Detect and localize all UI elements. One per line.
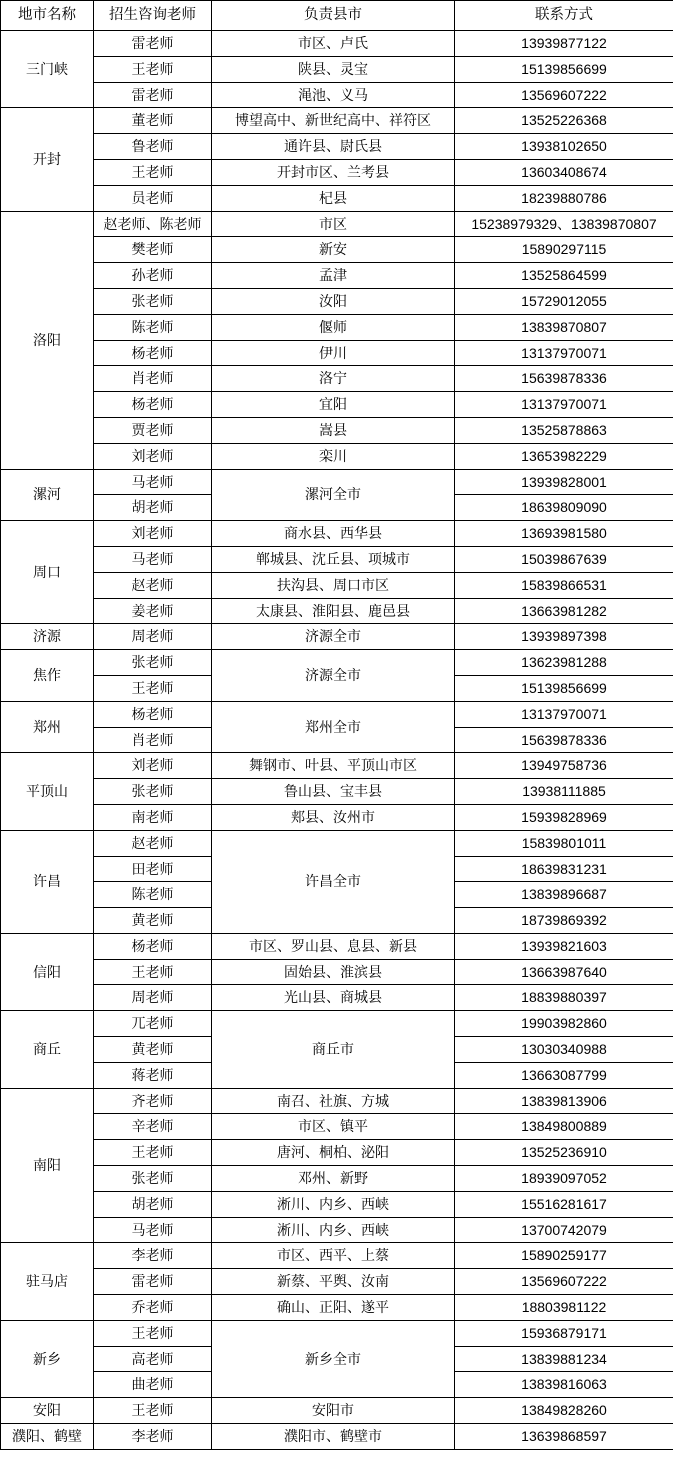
teacher-cell: 樊老师	[94, 237, 212, 263]
table-row	[1, 546, 673, 572]
teacher-cell: 王老师	[94, 56, 212, 82]
teacher-cell: 高老师	[94, 1346, 212, 1372]
city-cell: 周口	[1, 521, 94, 624]
area-cell: 商水县、西华县	[212, 521, 455, 547]
table-row	[1, 804, 673, 830]
table-row	[1, 134, 673, 160]
table-row	[1, 288, 673, 314]
area-cell: 陕县、灵宝	[212, 56, 455, 82]
table-header-row	[1, 1, 673, 31]
phone-cell: 13839896687	[455, 882, 673, 908]
table-row	[1, 469, 673, 495]
area-cell: 济源全市	[212, 650, 455, 702]
teacher-cell: 陈老师	[94, 314, 212, 340]
teacher-cell: 胡老师	[94, 1191, 212, 1217]
city-cell: 信阳	[1, 933, 94, 1010]
phone-cell: 15238979329、13839870807	[455, 211, 673, 237]
table-row	[1, 1191, 673, 1217]
area-cell: 郏县、汝州市	[212, 804, 455, 830]
phone-cell: 13949758736	[455, 753, 673, 779]
teacher-cell: 黄老师	[94, 908, 212, 934]
phone-cell: 18639809090	[455, 495, 673, 521]
area-cell: 市区、卢氏	[212, 31, 455, 57]
teacher-cell: 董老师	[94, 108, 212, 134]
area-cell: 光山县、商城县	[212, 985, 455, 1011]
area-cell: 确山、正阳、遂平	[212, 1295, 455, 1321]
area-cell: 舞钢市、叶县、平顶山市区	[212, 753, 455, 779]
area-cell: 扶沟县、周口市区	[212, 572, 455, 598]
table-row	[1, 108, 673, 134]
table-row	[1, 933, 673, 959]
phone-cell: 15839801011	[455, 830, 673, 856]
phone-cell: 15516281617	[455, 1191, 673, 1217]
area-cell: 淅川、内乡、西峡	[212, 1217, 455, 1243]
area-cell: 市区	[212, 211, 455, 237]
area-cell: 新蔡、平舆、汝南	[212, 1269, 455, 1295]
teacher-cell: 马老师	[94, 469, 212, 495]
area-cell: 新安	[212, 237, 455, 263]
table-row	[1, 237, 673, 263]
teacher-cell: 杨老师	[94, 933, 212, 959]
area-cell: 通许县、尉氏县	[212, 134, 455, 160]
table-row	[1, 1320, 673, 1346]
teacher-cell: 齐老师	[94, 1088, 212, 1114]
phone-cell: 13849828260	[455, 1398, 673, 1424]
teacher-cell: 杨老师	[94, 340, 212, 366]
teacher-cell: 陈老师	[94, 882, 212, 908]
city-cell: 平顶山	[1, 753, 94, 830]
table-row	[1, 417, 673, 443]
phone-cell: 18639831231	[455, 856, 673, 882]
area-cell: 新乡全市	[212, 1320, 455, 1397]
phone-cell: 15839866531	[455, 572, 673, 598]
phone-cell: 18239880786	[455, 185, 673, 211]
phone-cell: 13839881234	[455, 1346, 673, 1372]
phone-cell: 15939828969	[455, 804, 673, 830]
teacher-cell: 张老师	[94, 1166, 212, 1192]
column-header: 联系方式	[455, 1, 673, 31]
city-cell: 焦作	[1, 650, 94, 702]
table-row	[1, 779, 673, 805]
table-row	[1, 701, 673, 727]
area-cell: 淅川、内乡、西峡	[212, 1191, 455, 1217]
teacher-cell: 贾老师	[94, 417, 212, 443]
table-row	[1, 985, 673, 1011]
table-row	[1, 1398, 673, 1424]
table-row	[1, 959, 673, 985]
city-cell: 许昌	[1, 830, 94, 933]
teacher-cell: 孙老师	[94, 263, 212, 289]
area-cell: 安阳市	[212, 1398, 455, 1424]
table-row	[1, 159, 673, 185]
teacher-cell: 雷老师	[94, 1269, 212, 1295]
teacher-cell: 雷老师	[94, 82, 212, 108]
teacher-cell: 张老师	[94, 779, 212, 805]
city-cell: 三门峡	[1, 31, 94, 108]
teacher-cell: 赵老师、陈老师	[94, 211, 212, 237]
phone-cell: 13663981282	[455, 598, 673, 624]
teacher-cell: 黄老师	[94, 1037, 212, 1063]
table-row	[1, 1140, 673, 1166]
area-cell: 漯河全市	[212, 469, 455, 521]
table-row	[1, 1295, 673, 1321]
phone-cell: 13700742079	[455, 1217, 673, 1243]
area-cell: 嵩县	[212, 417, 455, 443]
table-row	[1, 572, 673, 598]
city-cell: 新乡	[1, 1320, 94, 1397]
area-cell: 邓州、新野	[212, 1166, 455, 1192]
area-cell: 市区、镇平	[212, 1114, 455, 1140]
table-row	[1, 598, 673, 624]
phone-cell: 15890259177	[455, 1243, 673, 1269]
phone-cell: 18839880397	[455, 985, 673, 1011]
teacher-cell: 兀老师	[94, 1011, 212, 1037]
area-cell: 郸城县、沈丘县、项城市	[212, 546, 455, 572]
teacher-cell: 杨老师	[94, 392, 212, 418]
phone-cell: 13839813906	[455, 1088, 673, 1114]
teacher-cell: 赵老师	[94, 572, 212, 598]
phone-cell: 13839816063	[455, 1372, 673, 1398]
area-cell: 杞县	[212, 185, 455, 211]
area-cell: 濮阳市、鹤壁市	[212, 1424, 455, 1450]
table-row	[1, 1166, 673, 1192]
table-row	[1, 1424, 673, 1450]
city-cell: 安阳	[1, 1398, 94, 1424]
teacher-cell: 王老师	[94, 959, 212, 985]
table-row	[1, 1217, 673, 1243]
teacher-cell: 雷老师	[94, 31, 212, 57]
phone-cell: 13569607222	[455, 1269, 673, 1295]
phone-cell: 13525864599	[455, 263, 673, 289]
teacher-cell: 马老师	[94, 546, 212, 572]
teacher-cell: 胡老师	[94, 495, 212, 521]
area-cell: 固始县、淮滨县	[212, 959, 455, 985]
teacher-cell: 周老师	[94, 985, 212, 1011]
phone-cell: 13653982229	[455, 443, 673, 469]
area-cell: 许昌全市	[212, 830, 455, 933]
table-row	[1, 624, 673, 650]
city-cell: 漯河	[1, 469, 94, 521]
teacher-cell: 李老师	[94, 1424, 212, 1450]
table-row	[1, 1011, 673, 1037]
phone-cell: 15039867639	[455, 546, 673, 572]
table-row	[1, 1114, 673, 1140]
area-cell: 偃师	[212, 314, 455, 340]
phone-cell: 13030340988	[455, 1037, 673, 1063]
area-cell: 渑池、义马	[212, 82, 455, 108]
teacher-cell: 赵老师	[94, 830, 212, 856]
area-cell: 唐河、桐柏、泌阳	[212, 1140, 455, 1166]
teacher-cell: 王老师	[94, 1398, 212, 1424]
teacher-cell: 刘老师	[94, 443, 212, 469]
teacher-cell: 李老师	[94, 1243, 212, 1269]
phone-cell: 18803981122	[455, 1295, 673, 1321]
phone-cell: 13693981580	[455, 521, 673, 547]
teacher-cell: 乔老师	[94, 1295, 212, 1321]
table-row	[1, 340, 673, 366]
table-row	[1, 521, 673, 547]
area-cell: 博望高中、新世纪高中、祥符区	[212, 108, 455, 134]
table-row	[1, 82, 673, 108]
table-row	[1, 366, 673, 392]
column-header: 招生咨询老师	[94, 1, 212, 31]
city-cell: 开封	[1, 108, 94, 211]
phone-cell: 13839870807	[455, 314, 673, 340]
phone-cell: 13938102650	[455, 134, 673, 160]
phone-cell: 15936879171	[455, 1320, 673, 1346]
table-row	[1, 650, 673, 676]
table-row	[1, 56, 673, 82]
teacher-cell: 姜老师	[94, 598, 212, 624]
phone-cell: 18739869392	[455, 908, 673, 934]
teacher-cell: 王老师	[94, 159, 212, 185]
teacher-cell: 田老师	[94, 856, 212, 882]
teacher-cell: 肖老师	[94, 366, 212, 392]
city-cell: 濮阳、鹤壁	[1, 1424, 94, 1450]
area-cell: 宜阳	[212, 392, 455, 418]
table-row	[1, 314, 673, 340]
area-cell: 洛宁	[212, 366, 455, 392]
teacher-cell: 王老师	[94, 1320, 212, 1346]
area-cell: 开封市区、兰考县	[212, 159, 455, 185]
table-row	[1, 830, 673, 856]
area-cell: 市区、西平、上蔡	[212, 1243, 455, 1269]
phone-cell: 13939897398	[455, 624, 673, 650]
phone-cell: 13137970071	[455, 340, 673, 366]
phone-cell: 15639878336	[455, 727, 673, 753]
phone-cell: 13525226368	[455, 108, 673, 134]
teacher-cell: 刘老师	[94, 521, 212, 547]
teacher-cell: 张老师	[94, 650, 212, 676]
area-cell: 栾川	[212, 443, 455, 469]
teacher-cell: 马老师	[94, 1217, 212, 1243]
teacher-cell: 鲁老师	[94, 134, 212, 160]
teacher-cell: 周老师	[94, 624, 212, 650]
teacher-cell: 杨老师	[94, 701, 212, 727]
city-cell: 洛阳	[1, 211, 94, 469]
teacher-cell: 张老师	[94, 288, 212, 314]
phone-cell: 13939828001	[455, 469, 673, 495]
table-row	[1, 1243, 673, 1269]
teacher-cell: 肖老师	[94, 727, 212, 753]
table-row	[1, 211, 673, 237]
city-cell: 商丘	[1, 1011, 94, 1088]
teacher-cell: 王老师	[94, 675, 212, 701]
phone-cell: 13849800889	[455, 1114, 673, 1140]
teacher-cell: 蒋老师	[94, 1062, 212, 1088]
area-cell: 孟津	[212, 263, 455, 289]
phone-cell: 18939097052	[455, 1166, 673, 1192]
table-row	[1, 185, 673, 211]
teacher-cell: 南老师	[94, 804, 212, 830]
phone-cell: 13939821603	[455, 933, 673, 959]
phone-cell: 15139856699	[455, 675, 673, 701]
phone-cell: 13939877122	[455, 31, 673, 57]
area-cell: 商丘市	[212, 1011, 455, 1088]
phone-cell: 19903982860	[455, 1011, 673, 1037]
phone-cell: 13603408674	[455, 159, 673, 185]
column-header: 负责县市	[212, 1, 455, 31]
city-cell: 南阳	[1, 1088, 94, 1243]
phone-cell: 13623981288	[455, 650, 673, 676]
column-header: 地市名称	[1, 1, 94, 31]
area-cell: 市区、罗山县、息县、新县	[212, 933, 455, 959]
teacher-cell: 辛老师	[94, 1114, 212, 1140]
table-body	[1, 1, 673, 1450]
phone-cell: 13663087799	[455, 1062, 673, 1088]
phone-cell: 13569607222	[455, 82, 673, 108]
area-cell: 伊川	[212, 340, 455, 366]
area-cell: 太康县、淮阳县、鹿邑县	[212, 598, 455, 624]
phone-cell: 13525878863	[455, 417, 673, 443]
table-row	[1, 263, 673, 289]
phone-cell: 15729012055	[455, 288, 673, 314]
phone-cell: 13525236910	[455, 1140, 673, 1166]
table-row	[1, 31, 673, 57]
phone-cell: 13663987640	[455, 959, 673, 985]
area-cell: 济源全市	[212, 624, 455, 650]
city-cell: 驻马店	[1, 1243, 94, 1320]
phone-cell: 13137970071	[455, 392, 673, 418]
city-cell: 济源	[1, 624, 94, 650]
phone-cell: 15890297115	[455, 237, 673, 263]
teacher-cell: 曲老师	[94, 1372, 212, 1398]
table-row	[1, 1269, 673, 1295]
phone-cell: 13639868597	[455, 1424, 673, 1450]
area-cell: 南召、社旗、方城	[212, 1088, 455, 1114]
table-row	[1, 443, 673, 469]
table-row	[1, 753, 673, 779]
city-cell: 郑州	[1, 701, 94, 753]
phone-cell: 15639878336	[455, 366, 673, 392]
area-cell: 郑州全市	[212, 701, 455, 753]
table-row	[1, 1088, 673, 1114]
area-cell: 鲁山县、宝丰县	[212, 779, 455, 805]
phone-cell: 13137970071	[455, 701, 673, 727]
phone-cell: 13938111885	[455, 779, 673, 805]
area-cell: 汝阳	[212, 288, 455, 314]
teacher-cell: 王老师	[94, 1140, 212, 1166]
phone-cell: 15139856699	[455, 56, 673, 82]
table-row	[1, 392, 673, 418]
teacher-cell: 员老师	[94, 185, 212, 211]
teacher-cell: 刘老师	[94, 753, 212, 779]
